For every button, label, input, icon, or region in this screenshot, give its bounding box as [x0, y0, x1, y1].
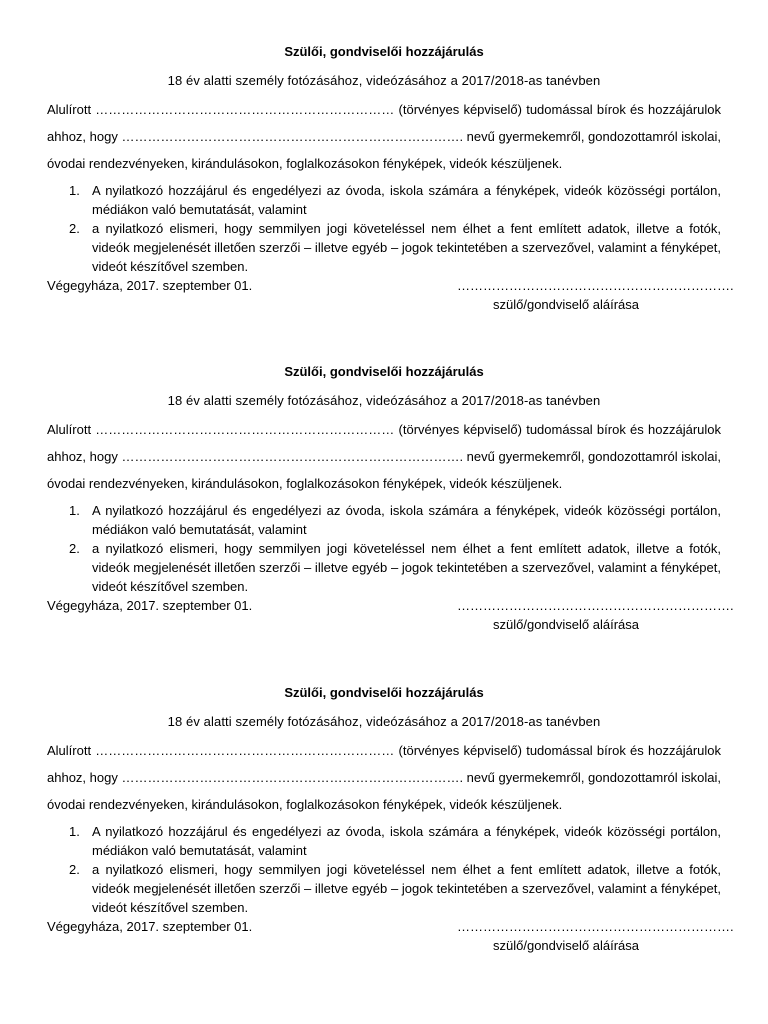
signature-label: szülő/gondviselő aláírása: [493, 297, 639, 312]
statement-text: A nyilatkozó hozzájárul és engedélyezi az óvoda, iskola számára a fényképek, videók közösségi portálon, médiákon való bemutatását, valamint: [92, 183, 721, 217]
form-title: Szülői, gondviselői hozzájárulás: [284, 685, 484, 700]
signature-line: ……………………………………………………….: [457, 919, 734, 934]
statement-list: [47, 822, 721, 917]
statement-item: [69, 501, 721, 539]
place-date: Végegyháza, 2017. szeptember 01.: [47, 278, 253, 293]
place-date: Végegyháza, 2017. szeptember 01.: [47, 919, 253, 934]
statement-text: A nyilatkozó hozzájárul és engedélyezi az óvoda, iskola számára a fényképek, videók közösségi portálon, médiákon való bemutatását, valamint: [92, 824, 721, 858]
form-title: Szülői, gondviselői hozzájárulás: [284, 364, 484, 379]
statement-item: [69, 822, 721, 860]
statement-number: 1.: [69, 824, 80, 839]
signature-line: ……………………………………………………….: [457, 598, 734, 613]
form-subtitle: 18 év alatti személy fotózásához, videózásához a 2017/2018-as tanévben: [167, 393, 601, 408]
signature-row: [47, 596, 734, 615]
form-subtitle: 18 év alatti személy fotózásához, videózásához a 2017/2018-as tanévben: [167, 73, 601, 88]
statement-item: [69, 539, 721, 596]
signature-label: szülő/gondviselő aláírása: [493, 617, 639, 632]
statement-number: 1.: [69, 503, 80, 518]
signature-label: szülő/gondviselő aláírása: [493, 938, 639, 953]
statement-item: [69, 860, 721, 917]
statement-text: a nyilatkozó elismeri, hogy semmilyen jogi követeléssel nem élhet a fent említett adatok, illetve a fotók, videók megjelenését illetően szerzői – illetve egyéb – jogok tekintetében a szervezővel, valamint a fényképet, videót készítővel szemben.: [92, 221, 721, 274]
signature-row: [47, 276, 734, 295]
statement-text: A nyilatkozó hozzájárul és engedélyezi az óvoda, iskola számára a fényképek, videók közösségi portálon, médiákon való bemutatását, valamint: [92, 503, 721, 537]
consent-paragraph: Alulírott …………………………………………………………… (törvényes képviselő) tudomással bírok és hozzájárulok ahhoz, hogy ……………………………………………………………………. nevű gyermekemről, gondozottamról iskolai, óvodai rendezvényeken, kirándulásokon, foglalkozásokon fényképek, videók készüljenek.: [47, 102, 722, 171]
consent-form-3: [47, 685, 734, 955]
place-date: Végegyháza, 2017. szeptember 01.: [47, 598, 253, 613]
statement-text: a nyilatkozó elismeri, hogy semmilyen jogi követeléssel nem élhet a fent említett adatok, illetve a fotók, videók megjelenését illetően szerzői – illetve egyéb – jogok tekintetében a szervezővel, valamint a fényképet, videót készítővel szemben.: [92, 541, 721, 594]
statement-item: [69, 181, 721, 219]
statement-text: a nyilatkozó elismeri, hogy semmilyen jogi követeléssel nem élhet a fent említett adatok, illetve a fotók, videók megjelenését illetően szerzői – illetve egyéb – jogok tekintetében a szervezővel, valamint a fényképet, videót készítővel szemben.: [92, 862, 721, 915]
statement-number: 1.: [69, 183, 80, 198]
statement-list: [47, 181, 721, 276]
consent-paragraph: Alulírott …………………………………………………………… (törvényes képviselő) tudomással bírok és hozzájárulok ahhoz, hogy ……………………………………………………………………. nevű gyermekemről, gondozottamról iskolai, óvodai rendezvényeken, kirándulásokon, foglalkozásokon fényképek, videók készüljenek.: [47, 422, 722, 491]
consent-paragraph: Alulírott …………………………………………………………… (törvényes képviselő) tudomással bírok és hozzájárulok ahhoz, hogy ……………………………………………………………………. nevű gyermekemről, gondozottamról iskolai, óvodai rendezvényeken, kirándulásokon, foglalkozásokon fényképek, videók készüljenek.: [47, 743, 722, 812]
consent-form-1: [47, 44, 734, 314]
form-title: Szülői, gondviselői hozzájárulás: [284, 44, 484, 59]
statement-number: 2.: [69, 862, 80, 877]
form-subtitle: 18 év alatti személy fotózásához, videózásához a 2017/2018-as tanévben: [167, 714, 601, 729]
consent-form-2: [47, 364, 734, 634]
statement-number: 2.: [69, 541, 80, 556]
statement-list: [47, 501, 721, 596]
statement-item: [69, 219, 721, 276]
signature-line: ……………………………………………………….: [457, 278, 734, 293]
statement-number: 2.: [69, 221, 80, 236]
signature-row: [47, 917, 734, 936]
